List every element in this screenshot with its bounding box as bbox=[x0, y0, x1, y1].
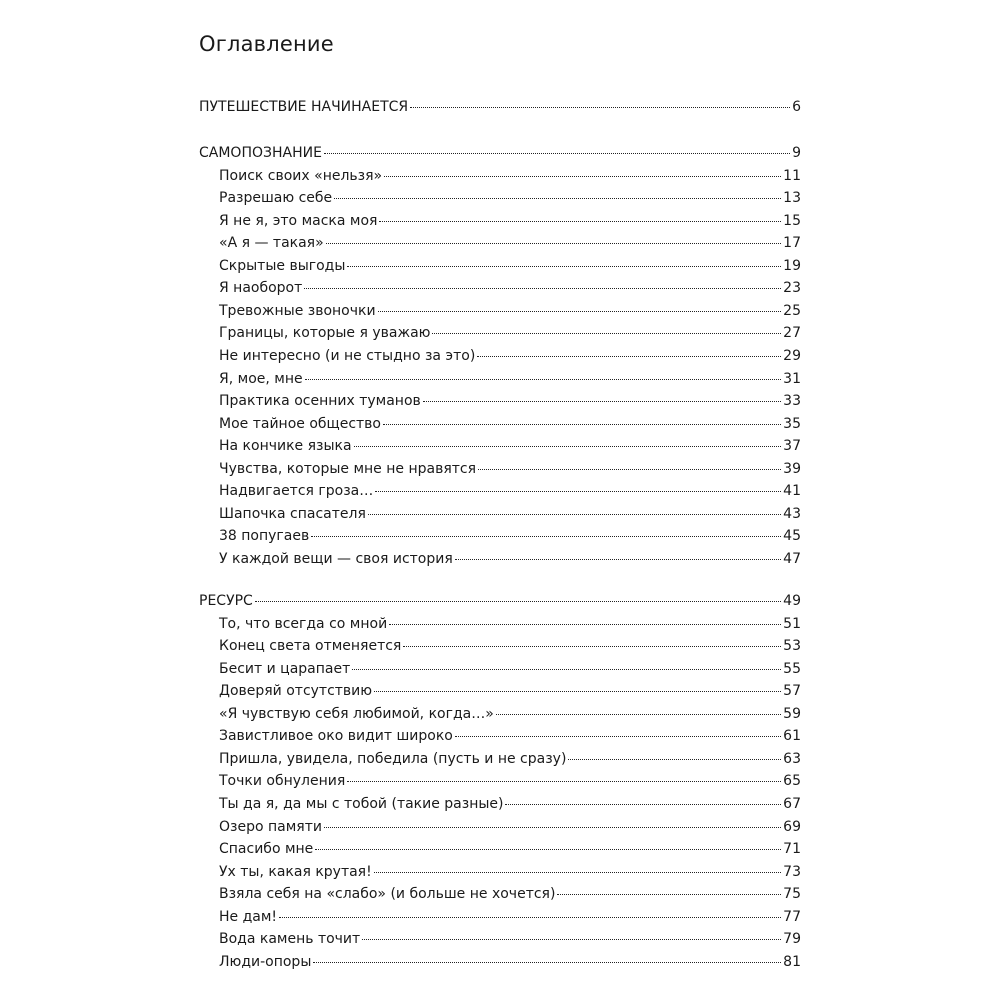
dot-leader bbox=[384, 176, 781, 177]
toc-entry-row[interactable] bbox=[219, 748, 801, 770]
toc-entry-label: Я наоборот bbox=[219, 280, 303, 296]
toc-entry-row[interactable] bbox=[219, 816, 801, 838]
toc-entry-label: Скрытые выгоды bbox=[219, 258, 346, 274]
toc-entry-row[interactable] bbox=[219, 210, 801, 232]
dot-leader bbox=[326, 243, 782, 244]
page-number: 19 bbox=[783, 258, 801, 274]
page-number: 33 bbox=[783, 393, 801, 409]
page-number: 63 bbox=[783, 751, 801, 767]
toc-entry-label: Ух ты, какая крутая! bbox=[219, 864, 372, 880]
dot-leader bbox=[423, 401, 781, 402]
toc-entry-label: Я, мое, мне bbox=[219, 371, 303, 387]
dot-leader bbox=[374, 872, 781, 873]
toc-entry-row[interactable] bbox=[219, 525, 801, 547]
dot-leader bbox=[403, 646, 781, 647]
toc-entry-row[interactable] bbox=[219, 928, 801, 950]
toc-section-row[interactable] bbox=[199, 96, 801, 118]
dot-leader bbox=[347, 266, 781, 267]
dot-leader bbox=[362, 939, 781, 940]
toc-entry-label: Доверяй отсутствию bbox=[219, 683, 373, 699]
dot-leader bbox=[478, 469, 781, 470]
toc-entry-label: «А я — такая» bbox=[219, 235, 324, 251]
toc-entry-row[interactable] bbox=[219, 548, 801, 570]
toc-entry-label: 38 попугаев bbox=[219, 528, 310, 544]
toc-entry-row[interactable] bbox=[219, 187, 801, 209]
toc-entry-label: Разрешаю себе bbox=[219, 190, 333, 206]
page-number: 15 bbox=[783, 213, 801, 229]
page-number: 25 bbox=[783, 303, 801, 319]
dot-leader bbox=[410, 107, 790, 108]
dot-leader bbox=[305, 379, 782, 380]
toc-entry-label: Я не я, это маска моя bbox=[219, 213, 378, 229]
page-number: 69 bbox=[783, 819, 801, 835]
toc-entry-row[interactable] bbox=[219, 951, 801, 973]
page-number: 6 bbox=[792, 99, 801, 115]
page-number: 73 bbox=[783, 864, 801, 880]
toc-entry-row[interactable] bbox=[219, 503, 801, 525]
toc-entry-row[interactable] bbox=[219, 368, 801, 390]
toc-entry-label: У каждой вещи — своя история bbox=[219, 551, 453, 567]
dot-leader bbox=[352, 669, 781, 670]
toc-entry-row[interactable] bbox=[219, 703, 801, 725]
toc-section-title: РЕСУРС bbox=[199, 593, 253, 609]
toc-section-row[interactable] bbox=[199, 142, 801, 164]
dot-leader bbox=[432, 333, 781, 334]
toc-entry-label: Завистливое око видит широко bbox=[219, 728, 453, 744]
page-number: 79 bbox=[783, 931, 801, 947]
page-number: 35 bbox=[783, 416, 801, 432]
page-number: 75 bbox=[783, 886, 801, 902]
page-number: 37 bbox=[783, 438, 801, 454]
dot-leader bbox=[255, 601, 781, 602]
page-number: 39 bbox=[783, 461, 801, 477]
page-number: 53 bbox=[783, 638, 801, 654]
toc-entry-row[interactable] bbox=[219, 413, 801, 435]
page-number: 27 bbox=[783, 325, 801, 341]
toc-entry-row[interactable] bbox=[219, 770, 801, 792]
dot-leader bbox=[324, 153, 790, 154]
page-number: 45 bbox=[783, 528, 801, 544]
toc-entry-label: Конец света отменяется bbox=[219, 638, 402, 654]
toc-entry-label: Спасибо мне bbox=[219, 841, 314, 857]
toc-entry-label: То, что всегда со мной bbox=[219, 616, 388, 632]
page-number: 67 bbox=[783, 796, 801, 812]
toc-entry-row[interactable] bbox=[219, 232, 801, 254]
dot-leader bbox=[304, 288, 781, 289]
dot-leader bbox=[379, 221, 781, 222]
dot-leader bbox=[368, 514, 781, 515]
dot-leader bbox=[324, 827, 781, 828]
dot-leader bbox=[455, 736, 781, 737]
toc-entry-label: Ты да я, да мы с тобой (такие разные) bbox=[219, 796, 504, 812]
dot-leader bbox=[354, 446, 782, 447]
dot-leader bbox=[374, 691, 781, 692]
dot-leader bbox=[389, 624, 781, 625]
dot-leader bbox=[347, 781, 781, 782]
toc-entry-row[interactable] bbox=[219, 635, 801, 657]
toc-entry-row[interactable] bbox=[219, 390, 801, 412]
toc-entry-row[interactable] bbox=[219, 345, 801, 367]
toc-entry-label: Бесит и царапает bbox=[219, 661, 351, 677]
toc-section-title: ПУТЕШЕСТВИЕ НАЧИНАЕТСЯ bbox=[199, 99, 409, 115]
toc-entry-label: Не интересно (и не стыдно за это) bbox=[219, 348, 476, 364]
toc-entry-row[interactable] bbox=[219, 458, 801, 480]
dot-leader bbox=[334, 198, 781, 199]
page-number: 41 bbox=[783, 483, 801, 499]
toc-entry-label: На кончике языка bbox=[219, 438, 352, 454]
toc-entry-label: Вода камень точит bbox=[219, 931, 361, 947]
toc-entry-row[interactable] bbox=[219, 658, 801, 680]
dot-leader bbox=[496, 714, 781, 715]
toc-entry-label: Тревожные звоночки bbox=[219, 303, 376, 319]
toc-entry-label: Чувства, которые мне не нравятся bbox=[219, 461, 477, 477]
toc-entry-row[interactable] bbox=[219, 883, 801, 905]
page-number: 61 bbox=[783, 728, 801, 744]
toc-entry-row[interactable] bbox=[219, 277, 801, 299]
toc-entry-row[interactable] bbox=[219, 613, 801, 635]
toc-entry-row[interactable] bbox=[219, 435, 801, 457]
toc-entry-row[interactable] bbox=[219, 165, 801, 187]
toc-entry-row[interactable] bbox=[219, 838, 801, 860]
dot-leader bbox=[279, 917, 781, 918]
page-number: 57 bbox=[783, 683, 801, 699]
toc-entry-label: Не дам! bbox=[219, 909, 278, 925]
toc-entry-row[interactable] bbox=[219, 906, 801, 928]
toc-section-title: САМОПОЗНАНИЕ bbox=[199, 145, 322, 161]
page-number: 47 bbox=[783, 551, 801, 567]
page-number: 11 bbox=[783, 168, 801, 184]
toc-entry-row[interactable] bbox=[219, 680, 801, 702]
page-title: Оглавление bbox=[199, 32, 334, 56]
dot-leader bbox=[383, 424, 781, 425]
toc-entry-row[interactable] bbox=[219, 793, 801, 815]
page-number: 59 bbox=[783, 706, 801, 722]
dot-leader bbox=[477, 356, 781, 357]
page-number: 23 bbox=[783, 280, 801, 296]
toc-entry-label: Границы, которые я уважаю bbox=[219, 325, 431, 341]
toc-entry-label: Люди-опоры bbox=[219, 954, 312, 970]
toc-entry-row[interactable] bbox=[219, 480, 801, 502]
toc-entry-label: Надвигается гроза… bbox=[219, 483, 374, 499]
toc-entry-row[interactable] bbox=[219, 300, 801, 322]
toc-entry-row[interactable] bbox=[219, 861, 801, 883]
page-number: 17 bbox=[783, 235, 801, 251]
page-number: 65 bbox=[783, 773, 801, 789]
page-number: 71 bbox=[783, 841, 801, 857]
page-number: 81 bbox=[783, 954, 801, 970]
dot-leader bbox=[505, 804, 781, 805]
page-number: 29 bbox=[783, 348, 801, 364]
toc-entry-label: «Я чувствую себя любимой, когда…» bbox=[219, 706, 494, 722]
dot-leader bbox=[568, 759, 781, 760]
page-number: 55 bbox=[783, 661, 801, 677]
toc-entry-row[interactable] bbox=[219, 725, 801, 747]
dot-leader bbox=[455, 559, 781, 560]
page-number: 77 bbox=[783, 909, 801, 925]
dot-leader bbox=[375, 491, 781, 492]
toc-entry-label: Шапочка спасателя bbox=[219, 506, 366, 522]
dot-leader bbox=[315, 849, 781, 850]
toc-entry-label: Поиск своих «нельзя» bbox=[219, 168, 383, 184]
toc-entry-label: Пришла, увидела, победила (пусть и не сразу) bbox=[219, 751, 567, 767]
page-number: 43 bbox=[783, 506, 801, 522]
page-number: 13 bbox=[783, 190, 801, 206]
dot-leader bbox=[378, 311, 782, 312]
dot-leader bbox=[311, 536, 781, 537]
toc-entry-label: Практика осенних туманов bbox=[219, 393, 421, 409]
toc-entry-label: Озеро памяти bbox=[219, 819, 322, 835]
toc-entry-label: Точки обнуления bbox=[219, 773, 346, 789]
page-number: 49 bbox=[783, 593, 801, 609]
toc-entry-label: Мое тайное общество bbox=[219, 416, 381, 432]
toc-entry-row[interactable] bbox=[219, 255, 801, 277]
dot-leader bbox=[557, 894, 781, 895]
toc-entry-row[interactable] bbox=[219, 322, 801, 344]
toc-section-row[interactable] bbox=[199, 590, 801, 612]
page-number: 9 bbox=[792, 145, 801, 161]
dot-leader bbox=[313, 962, 781, 963]
toc-entry-label: Взяла себя на «слабо» (и больше не хочется) bbox=[219, 886, 556, 902]
page-number: 31 bbox=[783, 371, 801, 387]
page-number: 51 bbox=[783, 616, 801, 632]
